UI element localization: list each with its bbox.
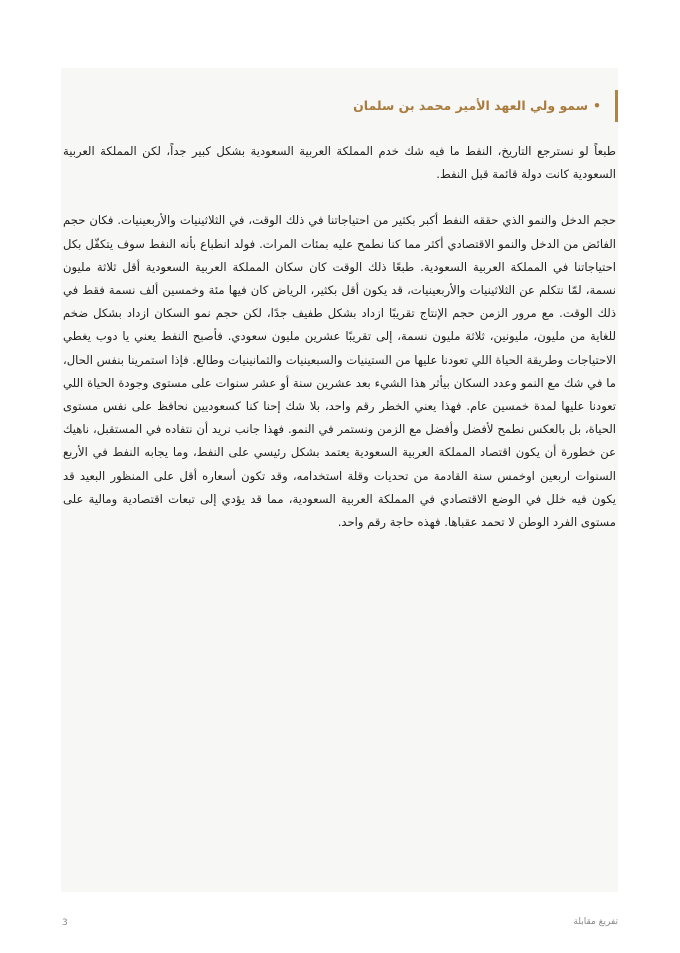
heading-bullet: •: [593, 98, 601, 113]
body-text: [61, 140, 618, 557]
footer-label: تفريغ مقابلة: [573, 917, 618, 927]
section-heading: [78, 90, 618, 122]
heading-text: سمو ولي العهد الأمير محمد بن سلمان: [353, 98, 588, 113]
paragraph-1: طبعاً لو نسترجع التاريخ، النفط ما فيه شك خدم المملكة العربية السعودية بشكل كبير جداً، لكن المملكة العربية السعودية كانت دولة قائمة قبل النفط.: [63, 144, 616, 182]
document-page: [61, 68, 618, 892]
footer-page-number: 3: [62, 918, 68, 928]
paragraph-2: حجم الدخل والنمو الذي حققه النفط أكبر بكثير من احتياجاتنا في ذلك الوقت، في الثلاثينيات والأربعينيات. فكان حجم الفائض من الدخل والنمو الاقتصادي أكثر مما كنا نطمح عليه بمئات المرات. فولد انطباع بأنه النفط سوف يتكفّل بكل احتياجاتنا في المملكة العربية السعودية. طبعًا ذلك الوقت كان سكان المملكة العربية السعودية أقل ثلاثة مليون نسمة، لمّا نتكلم عن الثلاثينيات والأربعينيات، قد يكون أقل بكثير، الرياض كان فيها مئة وخمسين ألف نسمة فقط في ذلك الوقت. مع مرور الزمن حجم الإنتاج تقريبًا ازداد بشكل طفيف جدًا، لكن حجم نمو السكان ازداد بشكل ضخم للغاية من مليون، مليونين، ثلاثة مليون نسمة، إلى تقريبًا عشرين مليون سعودي. فأصبح النفط يعني يا دوب يغطي الاحتياجات وطريقة الحياة اللي تعودنا عليها من الستينيات والسبعينيات والثمانينيات وطالع. فإذا استمرينا بنفس الحال، ما في شك مع النمو وعدد السكان بيأثر هذا الشيء بعد عشرين سنة أو عشر سنوات على مستوى وجودة الحياة اللي تعودنا عليها لمدة خمسين عام. فهذا يعني الخطر رقم واحد، بلا شك إحنا كنا كسعوديين نحافظ على نفس مستوى الحياة، بل بالعكس نطمح لأفضل وأفضل مع الزمن ونستمر في النمو. فهذا جانب نريد أن نتفاده في المستقبل، ناهيك عن خطورة أن يكون اقتصاد المملكة العربية السعودية يعتمد بشكل رئيسي على النفط، وما يجابه النفط في الأربع السنوات اربعين اوخمس سنة القادمة من تحديات وقلة استخدامه، وقد تكون أسعاره أقل على المنظور البعيد قد يكون فيه خلل في الوضع الاقتصادي في المملكة العربية السعودية، مما قد يؤدي إلى تبعات اقتصادية ومالية على مستوى الفرد الوطن لا تحمد عقباها. فهذه حاجة رقم واحد.: [63, 213, 616, 530]
